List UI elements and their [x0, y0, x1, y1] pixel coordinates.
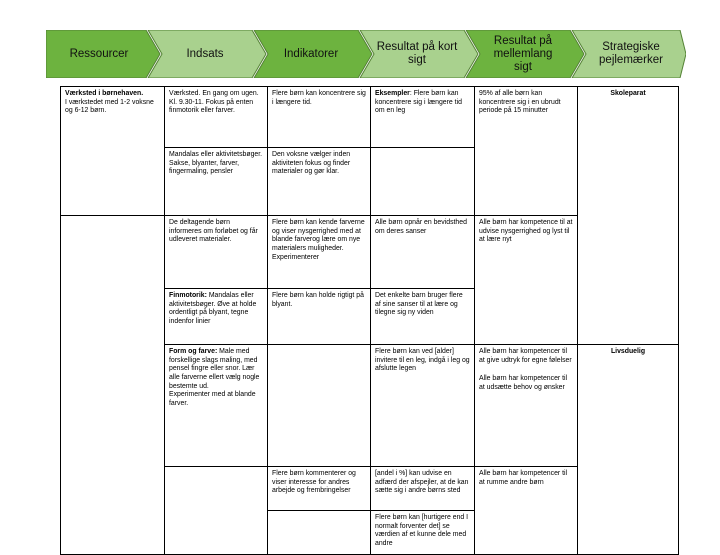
kort-sigt-cell: Det enkelte barn bruger flere af sine sanser til at lære og tilegne sig ny viden — [371, 288, 475, 344]
step-indsats: Indsats — [186, 47, 224, 60]
kort-sigt-cell: [andel i %] kan udvise en adfærd der afspejler, at de kan sætte sig i andre børns sted — [371, 466, 475, 510]
indsats-cell — [165, 87, 268, 148]
goal-skoleparat: Skoleparat — [578, 87, 679, 345]
indsats-text-2: finmotorik eller farver. — [169, 107, 235, 115]
ressource-text-2: Sakse, blyanter, farver, fingermaling, pensler — [169, 159, 240, 176]
kort-sigt-label: Eksempler — [375, 90, 410, 97]
step-indikatorer: Indikatorer — [283, 47, 339, 60]
indsats-text: Værksted. En gang om ugen. Kl. 9.30-11. Fokus på enten — [169, 90, 259, 106]
kort-sigt-text: : Flere børn kan koncentrere sig i længere tid om en leg — [375, 90, 462, 115]
ressource-cell — [61, 87, 165, 216]
spacer — [479, 365, 573, 375]
kort-sigt-cell: Alle børn opnår en bevidsthed om deres sanser — [371, 215, 475, 288]
indsats-text: Mandalas eller aktivitetsbøger. Øve at holde ordentligt på blyant, tegne indenfor linier — [169, 291, 257, 326]
ressource-cell-empty — [61, 215, 165, 554]
indsats-cell: De deltagende børn informeres om forløbet og får udleveret materialer. — [165, 215, 268, 288]
indsats-label: Finmotorik: — [169, 291, 207, 299]
indsats-cell — [165, 344, 268, 466]
indsats-text: Male med forskellige slags maling, med pensel fingre eller snor. Lær alle farverne ellert vælg nogle bestemte ud. — [169, 347, 260, 390]
mellem-sigt-cell: Alle børn har kompetencer til at rumme andre børn — [475, 466, 578, 554]
process-header — [46, 30, 686, 78]
ressource-title: Værksted i børnehaven. — [65, 90, 144, 97]
mellem-sigt-text-1: Alle børn har kompetencer til at give udtryk for egne følelser — [479, 347, 572, 364]
step-pejlemaerker: Strategiske pejlemærker — [599, 41, 663, 66]
kort-sigt-cell — [371, 87, 475, 148]
kort-sigt-cell: Flere børn kan [hurtigere end I normalt forventer det] se værdien af et kunne dele med andre — [371, 510, 475, 554]
mellem-sigt-cell: 95% af alle børn kan koncentrere sig i en ubrudt periode på 15 minutter — [475, 87, 578, 216]
indikator-cell-empty — [268, 344, 371, 466]
indsats-label: Form og farve: — [169, 347, 218, 355]
step-mellemlang-sigt: Resultat på mellemlang sigt — [493, 34, 553, 73]
kort-sigt-cell: Flere børn kan ved [alder] invitere til en leg, indgå i leg og afslutte legen — [371, 344, 475, 466]
indsats-cell: Den voksne vælger inden aktiviteten fokus og finder materialer og gør klar. — [268, 148, 371, 216]
mellem-sigt-cell — [475, 344, 578, 466]
indsats-text-2: Experimenter med at blande farver. — [169, 391, 256, 408]
indikator-cell: Flere børn kan kende farverne og viser nysgerrighed med at blande farverog lære om nye materialers muligheder. Experimenterer — [268, 215, 371, 288]
indikator-cell: Flere børn kan holde rigtigt på blyant. — [268, 288, 371, 344]
step-ressourcer: Ressourcer — [69, 47, 129, 60]
indsats-cell — [165, 288, 268, 344]
mellem-sigt-cell: Alle børn har kompetence til at udvise nysgerrighed og lyst til at lære nyt — [475, 215, 578, 344]
indikator-cell: Flere børn kan koncentrere sig i længere tid. — [268, 87, 371, 148]
ressource-cell — [165, 148, 268, 216]
indikator-cell-empty — [268, 510, 371, 554]
indikator-cell: Flere børn kommenterer og viser interesse for andres arbejde og frembringelser — [268, 466, 371, 510]
table-row — [61, 87, 679, 148]
ressource-text: Mandalas eller aktivitetsbøger. — [169, 151, 263, 158]
strategy-table — [60, 86, 679, 555]
ressource-text: I værkstedet med 1-2 voksne og 6-12 børn. — [65, 98, 154, 115]
step-kort-sigt: Resultat på kort sigt — [376, 41, 458, 66]
mellem-sigt-text-2: Alle børn har kompetencer til at udsætte behov og ønsker — [479, 375, 568, 392]
goal-livsduelig: Livsduelig — [578, 344, 679, 554]
indsats-cell-empty — [165, 466, 268, 554]
indikator-cell-empty — [371, 148, 475, 216]
